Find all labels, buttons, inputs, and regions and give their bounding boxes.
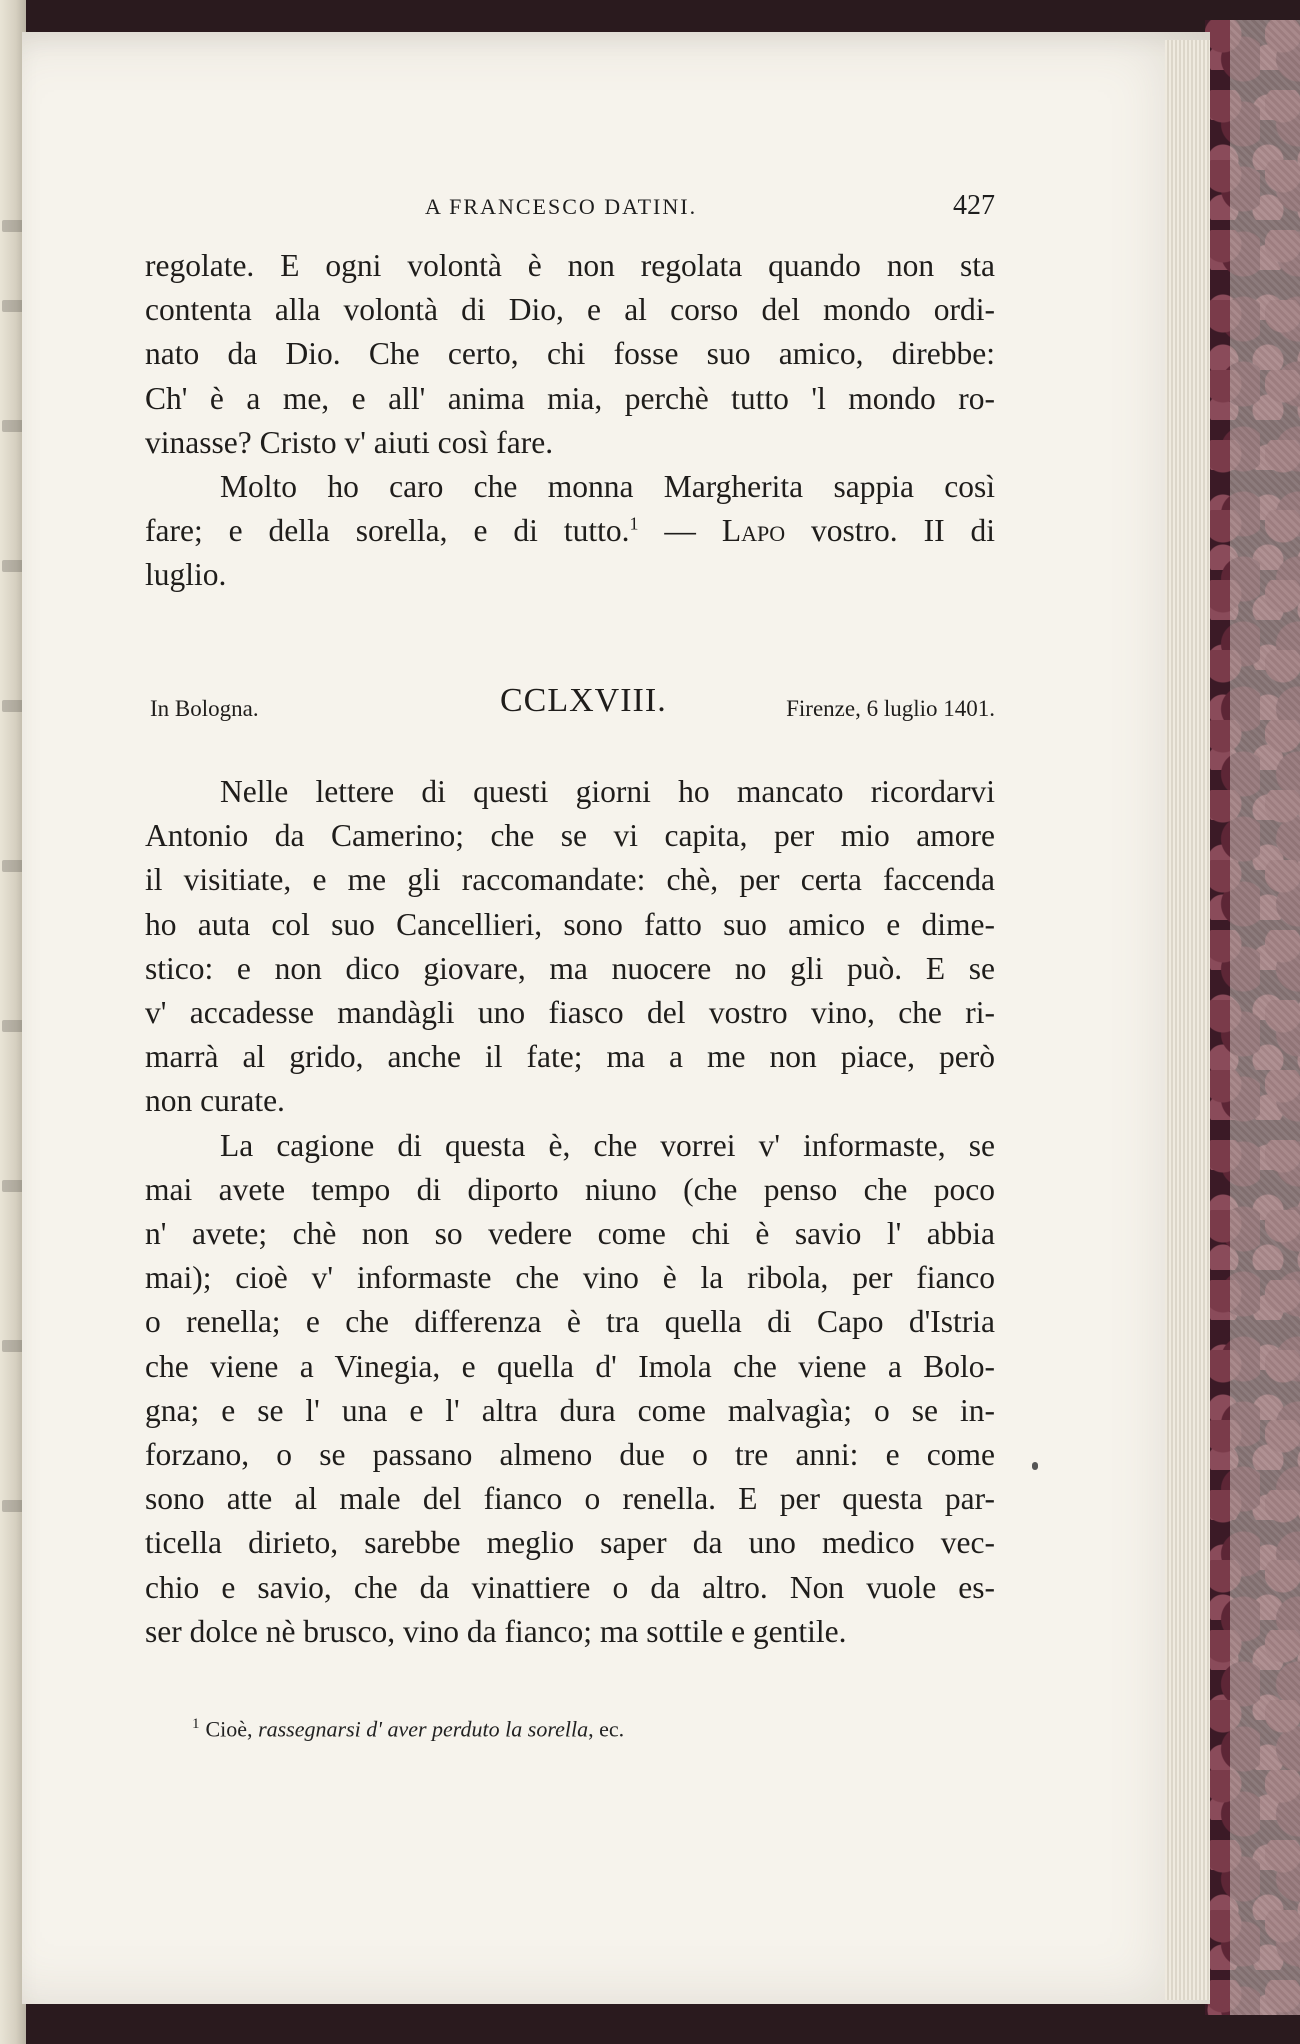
letter-place: In Bologna.	[150, 696, 259, 721]
facing-page-text-fragment	[2, 700, 24, 712]
facing-page-text-fragment	[2, 1340, 24, 1352]
text-line: che viene a Vinegia, e quella d' Imola che viene a Bolo-	[145, 1348, 995, 1384]
facing-page-text-fragment	[2, 300, 24, 312]
text-line: sono atte al male del fianco o renella. E per questa par-	[145, 1481, 995, 1517]
text-line: ho auta col suo Cancellieri, sono fatto suo amico e dime-	[145, 906, 995, 942]
footnote-mark: 1	[192, 1716, 200, 1732]
text-line: gna; e se l' una e l' altra dura come malvagìa; o se in-	[145, 1392, 995, 1428]
page-edges	[1165, 40, 1210, 2000]
text-fragment: —	[638, 513, 722, 549]
facing-page-text-fragment	[2, 420, 24, 432]
text-line: v' accadesse mandàgli uno fiasco del vostro vino, che ri-	[145, 995, 995, 1031]
signature: Lapo	[721, 513, 786, 549]
facing-page-text-fragment	[2, 560, 24, 572]
text-line: ser dolce nè brusco, vino da fianco; ma sottile e gentile.	[145, 1613, 847, 1649]
facing-page-text-fragment	[2, 1500, 24, 1512]
text-line: o renella; e che differenza è tra quella di Capo d'Istria	[145, 1304, 995, 1340]
page-number: 427	[953, 190, 995, 221]
footnote-reference: 1	[629, 513, 639, 534]
footnote-lead: Cioè,	[205, 1716, 259, 1742]
text-line: vinasse? Cristo v' aiuti così fare.	[145, 424, 554, 460]
text-line: il visitiate, e me gli raccomandate: chè, per certa faccenda	[145, 862, 995, 898]
letter-body	[145, 770, 995, 1654]
facing-page-text-fragment	[2, 1020, 24, 1032]
text-line: non curate.	[145, 1083, 285, 1119]
facing-page-text-fragment	[2, 220, 24, 232]
footnote	[192, 1716, 892, 1742]
text-line: mai avete tempo di diporto niuno (che penso che poco	[145, 1171, 995, 1207]
letter-number: CCLXVIII.	[500, 682, 667, 719]
text-line: La cagione di questa è, che vorrei v' informaste, se	[220, 1127, 995, 1163]
text-line: Molto ho caro che monna Margherita sappia così	[220, 469, 995, 505]
facing-page-text-fragment	[2, 860, 24, 872]
footnote-tail: , ec.	[588, 1716, 625, 1742]
ink-speck	[1032, 1462, 1038, 1470]
text-line: mai); cioè v' informaste che vino è la ribola, per fianco	[145, 1260, 995, 1296]
text-fragment: fare; e della sorella, e di tutto.	[145, 513, 630, 549]
text-line: luglio.	[145, 557, 227, 593]
text-line: regolate. E ogni volontà è non regolata quando non sta	[145, 248, 995, 283]
text-line: chio e savio, che da vinattiere o da altro. Non vuole es-	[145, 1569, 995, 1605]
text-line: ticella dirieto, sarebbe meglio saper da uno medico vec-	[145, 1525, 995, 1561]
running-title: A FRANCESCO DATINI.	[425, 194, 698, 219]
text-line: Antonio da Camerino; che se vi capita, per mio amore	[145, 818, 995, 854]
letter-date: Firenze, 6 luglio 1401.	[786, 696, 995, 721]
text-line: marrà al grido, anche il fate; ma a me non piace, però	[145, 1039, 995, 1075]
text-line: nato da Dio. Che certo, chi fosse suo amico, direbbe:	[145, 336, 995, 372]
running-head	[145, 190, 995, 230]
text-line: contenta alla volontà di Dio, e al corso del mondo ordi-	[145, 292, 995, 328]
text-fragment: vostro. II di	[785, 513, 996, 549]
text-line: Ch' è a me, e all' anima mia, perchè tutto 'l mondo ro-	[145, 380, 995, 416]
facing-page-text-fragment	[2, 1180, 24, 1192]
cloth-spine	[1230, 20, 1300, 2015]
text-line: Nelle lettere di questi giorni ho mancato ricordarvi	[220, 774, 995, 809]
letter-heading	[145, 682, 995, 732]
text-line: forzano, o se passano almeno due o tre anni: e come	[145, 1437, 995, 1473]
continuation-text	[145, 244, 995, 598]
text-line: stico: e non dico giovare, ma nuocere no gli può. E se	[145, 950, 995, 986]
footnote-italic: rassegnarsi d' aver perduto la sorella	[258, 1716, 589, 1742]
text-line	[145, 509, 995, 553]
text-line: n' avete; chè non so vedere come chi è savio l' abbia	[145, 1216, 995, 1252]
